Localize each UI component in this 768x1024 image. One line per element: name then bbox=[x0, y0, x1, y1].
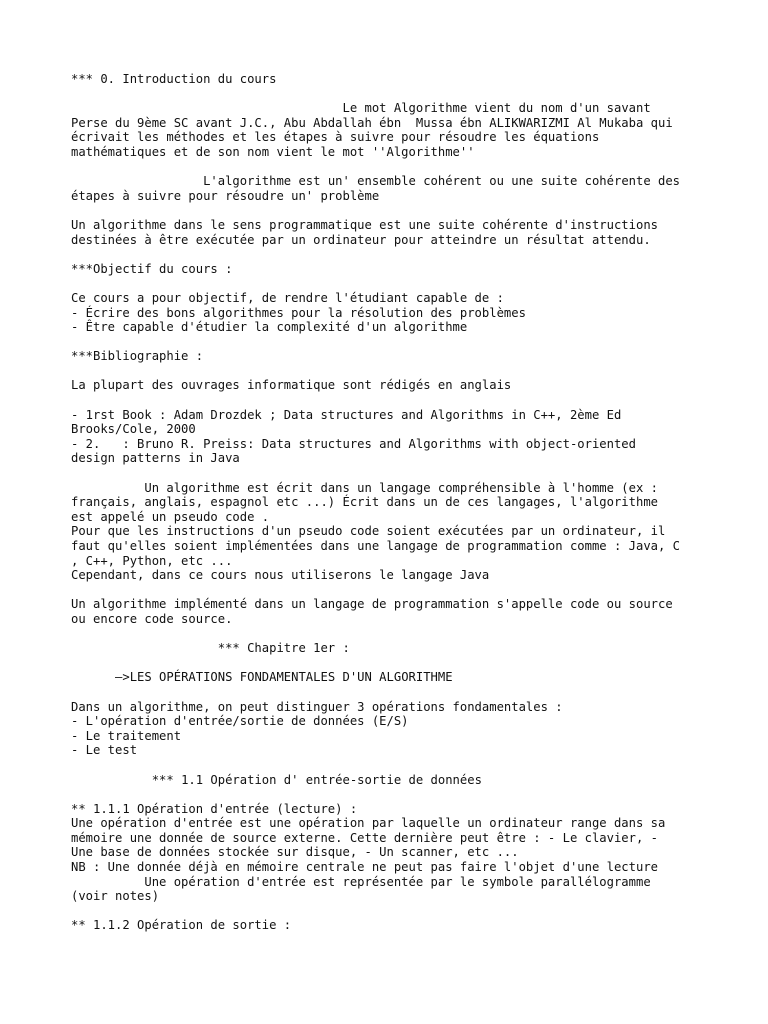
text-line bbox=[71, 656, 711, 671]
text-line: La plupart des ouvrages informatique sont rédigés en anglais bbox=[71, 378, 512, 393]
text-line: - Être capable d'étudier la complexité d'un algorithme bbox=[71, 320, 468, 335]
text-line bbox=[71, 685, 711, 700]
text-line: Brooks/Cole, 2000 bbox=[71, 422, 196, 437]
text-line: - 2. : Bruno R. Preiss: Data structures and Algorithms with object-oriented bbox=[71, 436, 636, 451]
text-line bbox=[71, 203, 711, 218]
text-line bbox=[71, 335, 711, 350]
text-line bbox=[71, 787, 711, 802]
text-line bbox=[71, 247, 711, 262]
text-line bbox=[71, 466, 711, 481]
text-line: Dans un algorithme, on peut distinguer 3 opérations fondamentales : bbox=[71, 699, 563, 714]
text-line: *** 0. Introduction du cours bbox=[71, 72, 277, 86]
text-line: - 1rst Book : Adam Drozdek ; Data structures and Algorithms in C++, 2ème Ed bbox=[71, 407, 622, 422]
text-line: NB : Une donnée déjà en mémoire centrale ne peut pas faire l'objet d'une lecture bbox=[71, 860, 658, 875]
text-line bbox=[71, 758, 711, 773]
text-line: - Écrire des bons algorithmes pour la résolution des problèmes bbox=[71, 305, 526, 320]
text-line: écrivait les méthodes et les étapes à suivre pour résoudre les équations bbox=[71, 130, 600, 145]
text-line bbox=[71, 364, 711, 379]
text-line bbox=[71, 904, 711, 919]
text-line bbox=[71, 87, 711, 102]
text-line: ** 1.1.1 Opération d'entrée (lecture) : bbox=[71, 801, 358, 816]
text-line: - Le test bbox=[71, 743, 138, 758]
text-line: Une opération d'entrée est une opération par laquelle un ordinateur range dans sa bbox=[71, 816, 666, 831]
text-line: ***Objectif du cours : bbox=[71, 261, 233, 276]
text-line: Pour que les instructions d'un pseudo code soient exécutées par un ordinateur, il bbox=[71, 524, 666, 539]
text-line: étapes à suivre pour résoudre un' problème bbox=[71, 188, 380, 203]
text-line bbox=[71, 393, 711, 408]
text-line: *** 1.1 Opération d' entrée-sortie de données bbox=[71, 772, 482, 787]
text-line bbox=[71, 583, 711, 598]
text-line bbox=[71, 276, 711, 291]
text-line: français, anglais, espagnol etc ...) Écrit dans un de ces langages, l'algorithme bbox=[71, 495, 658, 510]
text-line: Un algorithme est écrit dans un langage compréhensible à l'homme (ex : bbox=[71, 480, 658, 495]
text-line: Le mot Algorithme vient du nom d'un savant bbox=[71, 101, 651, 116]
text-line: (voir notes) bbox=[71, 889, 160, 904]
text-line: ou encore code source. bbox=[71, 611, 233, 626]
text-line: mémoire une donnée de source externe. Cette dernière peut être : - Le clavier, - bbox=[71, 830, 658, 845]
text-line: ***Bibliographie : bbox=[71, 349, 204, 364]
text-line: faut qu'elles soient implémentées dans une langage de programmation comme : Java, C bbox=[71, 539, 681, 553]
text-line: *** Chapitre 1er : bbox=[71, 641, 350, 656]
text-line: Cependant, dans ce cours nous utiliserons le langage Java bbox=[71, 568, 490, 583]
text-line: , C++, Python, etc ... bbox=[71, 553, 233, 568]
document-page bbox=[71, 72, 711, 933]
text-line bbox=[71, 627, 711, 642]
text-line: Un algorithme dans le sens programmatique est une suite cohérente d'instructions bbox=[71, 217, 658, 232]
text-line: –>LES OPÉRATIONS FONDAMENTALES D'UN ALGORITHME bbox=[71, 670, 453, 685]
text-line: Perse du 9ème SC avant J.C., Abu Abdallah ébn Mussa ébn ALIKWARIZMI Al Mukaba qui bbox=[71, 115, 673, 130]
text-line: est appelé un pseudo code . bbox=[71, 509, 270, 524]
text-line: - L'opération d'entrée/sortie de données (E/S) bbox=[71, 714, 409, 729]
text-line: destinées à être exécutée par un ordinateur pour atteindre un résultat attendu. bbox=[71, 232, 651, 247]
text-line: - Le traitement bbox=[71, 728, 182, 743]
text-line: design patterns in Java bbox=[71, 451, 240, 466]
text-line: Une opération d'entrée est représentée par le symbole parallélogramme bbox=[71, 874, 651, 889]
text-line: Ce cours a pour objectif, de rendre l'étudiant capable de : bbox=[71, 290, 504, 305]
text-line: mathématiques et de son nom vient le mot ''Algorithme'' bbox=[71, 144, 475, 159]
text-line: Un algorithme implémenté dans un langage de programmation s'appelle code ou source bbox=[71, 597, 673, 612]
text-line bbox=[71, 160, 711, 175]
text-line: Une base de données stockée sur disque, - Un scanner, etc ... bbox=[71, 845, 519, 860]
text-line: L'algorithme est un' ensemble cohérent ou une suite cohérente des bbox=[71, 174, 681, 189]
text-line: ** 1.1.2 Opération de sortie : bbox=[71, 918, 292, 933]
